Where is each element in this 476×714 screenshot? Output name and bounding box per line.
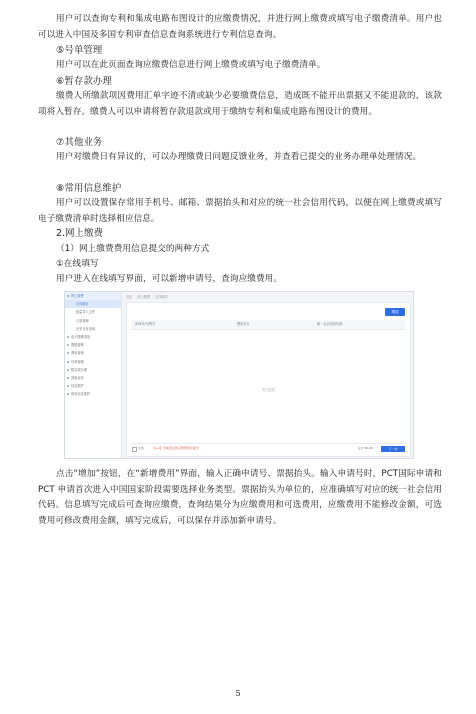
footer-total: 合计 ¥0.00 bbox=[357, 446, 373, 450]
paragraph-temporary-deposit: 缴费人所缴款项因费用汇单字迹不清或缺少必要缴费信息，造成既不能开出票据又不能退款的，该款项将入暂存。缴费人可以申请将暂存款退款或用于缴纳专利和集成电路布图设计的费用。 bbox=[38, 91, 442, 117]
menu-dot-icon bbox=[67, 377, 69, 379]
menu-dot-icon bbox=[67, 352, 69, 354]
paragraph-common-info: 用户可以设置保存常用手机号、邮箱、票据抬头和对应的统一社会信用代码，以便在网上缴费或填写电子缴费清单时选择相应信息。 bbox=[38, 198, 442, 224]
menu-dot-icon bbox=[67, 385, 69, 387]
menu-dot-icon bbox=[67, 295, 69, 297]
sidebar-item-e-payment-list[interactable]: 电子缴费清单 bbox=[65, 333, 121, 341]
sidebar-item-order-number[interactable]: 号单管理 bbox=[65, 358, 121, 366]
breadcrumb bbox=[126, 294, 172, 299]
column-header-total-fee: 费用总计 bbox=[237, 322, 250, 326]
sidebar-item-fee-query[interactable]: 费用查询 bbox=[65, 349, 121, 357]
heading-order-management: ⑤号单管理 bbox=[56, 45, 103, 56]
sidebar-item-common-info[interactable]: 常用信息维护 bbox=[65, 390, 121, 398]
select-all-label: 全选 bbox=[138, 446, 145, 450]
breadcrumb-item[interactable]: 首页 bbox=[126, 295, 133, 299]
page-number: 5 bbox=[235, 689, 241, 698]
paragraph-other-business: 用户对缴费日有异议的，可以办理缴费日问题反馈业务，并查看已提交的业务办理单处理情况。 bbox=[56, 152, 422, 162]
heading-two-methods: （1）网上缴费费用信息提交的两种方式 bbox=[56, 244, 210, 254]
menu-dot-icon bbox=[67, 344, 69, 346]
sidebar-item-online-payment[interactable]: 网上缴费 bbox=[65, 292, 121, 300]
menu-dot-icon bbox=[67, 369, 69, 371]
menu-dot-icon bbox=[67, 361, 69, 363]
paragraph-add-fee-instructions: 点击“增加”按钮，在“新增费用”界面，输入正确申请号、票据抬头。输入申请号时，PCT国际申请和 PCT 申请首次进入中国国家阶段需要选择业务类型。票据抬头为单位的，应准确填写对应的统一社会信用代码。信息填写完成后可查询应缴费，查询结果分为应缴费用和可选费用，应缴费用不能修改金额，可选费用可修改费用金额，填写完成后，可以保存并添加新申请号。 bbox=[38, 469, 442, 526]
sidebar-item-order-management[interactable]: 订单管理 bbox=[76, 318, 89, 323]
table-footer bbox=[132, 443, 405, 453]
embedded-screenshot bbox=[64, 291, 414, 459]
column-header-credit-code: 统一社会信用代码 bbox=[317, 322, 343, 326]
sidebar-item-batch-import[interactable]: 批量导入文件 bbox=[76, 310, 96, 315]
sidebar-item-info-maintenance[interactable]: 信息维护 bbox=[65, 382, 121, 390]
column-header-application-number: 申请号/专利号 bbox=[135, 322, 156, 326]
add-button[interactable]: 增加 bbox=[385, 308, 405, 316]
heading-other-business: ⑦其他业务 bbox=[56, 137, 103, 148]
screenshot-main bbox=[122, 292, 413, 458]
sidebar-item-temp-deposit[interactable]: 暂存款办理 bbox=[65, 366, 121, 374]
screenshot-sidebar bbox=[65, 292, 122, 458]
menu-dot-icon bbox=[67, 336, 69, 338]
breadcrumb-item[interactable]: 网上缴费 bbox=[137, 295, 151, 299]
paragraph-online-fill: 用户进入在线填写界面，可以新增申请号，查询应缴费用。 bbox=[56, 274, 283, 284]
table-header bbox=[132, 320, 405, 330]
menu-dot-icon bbox=[67, 393, 69, 395]
footer-warning: 【1-2】当前选定的应缴费用未提交 bbox=[152, 446, 199, 450]
content-panel bbox=[126, 302, 411, 457]
sidebar-item-other-business[interactable]: 其他业务 bbox=[65, 374, 121, 382]
heading-temporary-deposit: ⑥暂存款办理 bbox=[56, 76, 112, 87]
breadcrumb-item: 在线填写 bbox=[155, 295, 168, 299]
empty-state-text: 暂无数据 bbox=[262, 388, 275, 392]
paragraph-order-management: 用户可以在此页面查询应缴费信息进行网上缴费或填写电子缴费清单。 bbox=[56, 60, 326, 70]
sidebar-item-online-fill[interactable]: 在线填写 bbox=[65, 300, 121, 308]
heading-online-fill: ①在线填写 bbox=[56, 259, 99, 269]
sidebar-item-payment-history[interactable]: 历史支付查询 bbox=[76, 326, 96, 331]
paragraph-query-fees: 用户可以查询专利和集成电路布图设计的应缴费情况，并进行网上缴费或填写电子缴费清单。用户也可以进入中国及多国专利审查信息查询系统进行专利信息查询。 bbox=[38, 14, 442, 40]
heading-online-payment: 2.网上缴费 bbox=[56, 228, 104, 239]
select-all-checkbox[interactable] bbox=[132, 447, 137, 452]
next-step-button[interactable]: 下一步 bbox=[381, 446, 405, 452]
heading-common-info: ⑧常用信息维护 bbox=[56, 183, 122, 194]
sidebar-item-receipt-management[interactable]: 票据管理 bbox=[65, 341, 121, 349]
